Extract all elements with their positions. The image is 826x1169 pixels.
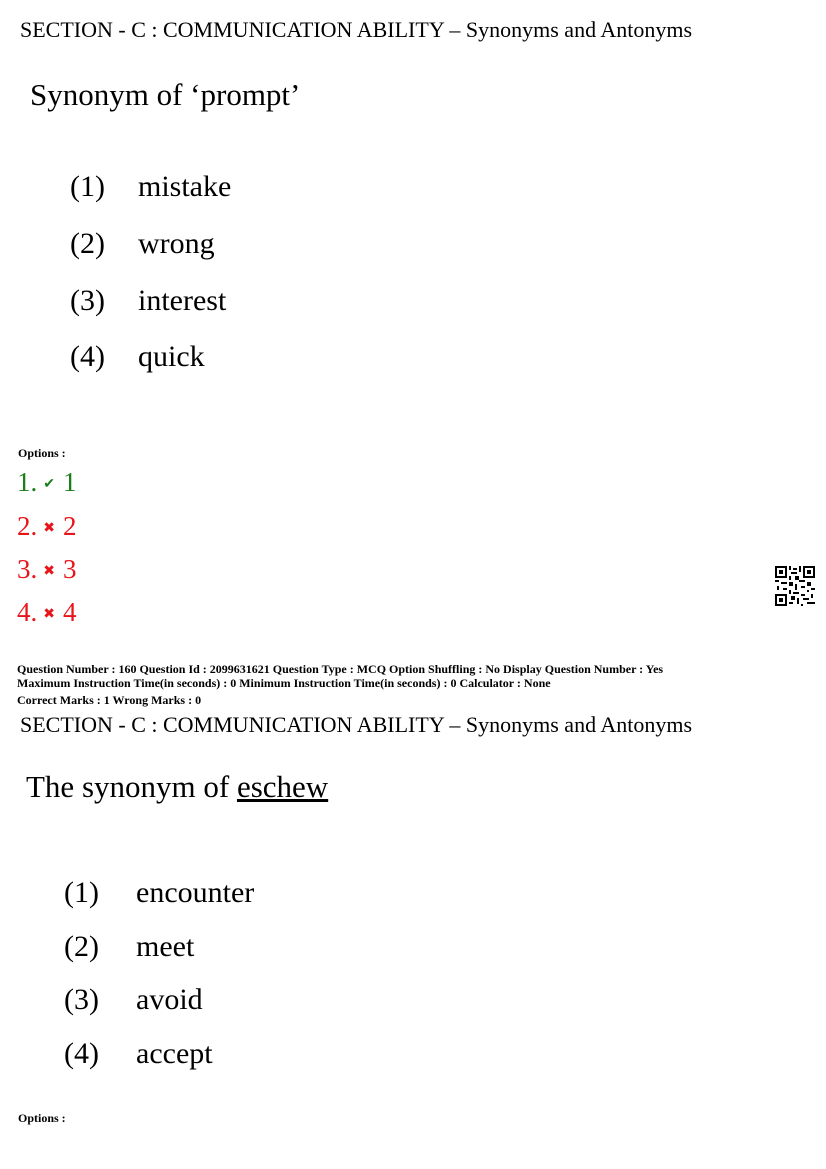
choice-item bbox=[70, 340, 370, 380]
answer-value: 2 bbox=[62, 511, 77, 541]
answer-index: 4. bbox=[17, 597, 38, 627]
meta-line: Question Number : 160 Question Id : 2099631621 Question Type : MCQ Option Shuffling : No Display Question Number : Yes bbox=[17, 662, 664, 676]
meta-line: Correct Marks : 1 Wrong Marks : 0 bbox=[17, 693, 202, 707]
answer-index: 3. bbox=[17, 554, 38, 584]
choice-number: (4) bbox=[64, 1037, 99, 1070]
meta-line: Maximum Instruction Time(in seconds) : 0 Minimum Instruction Time(in seconds) : 0 Calculator : None bbox=[17, 676, 551, 690]
answer-option-wrong bbox=[17, 554, 76, 585]
answer-index: 2. bbox=[17, 511, 38, 541]
choice-number: (2) bbox=[64, 930, 99, 963]
choice-text: encounter bbox=[136, 876, 255, 909]
choice-number: (3) bbox=[64, 983, 99, 1016]
question-text bbox=[26, 769, 328, 805]
choice-item bbox=[64, 1037, 364, 1077]
choice-item bbox=[70, 227, 370, 267]
choice-number: (3) bbox=[70, 284, 105, 317]
choice-text: avoid bbox=[136, 983, 203, 1016]
choice-number: (4) bbox=[70, 340, 105, 373]
check-icon: ✔ bbox=[43, 477, 55, 492]
choice-number: (2) bbox=[70, 227, 105, 260]
answer-option-wrong bbox=[17, 511, 76, 542]
question-keyword: eschew bbox=[236, 769, 329, 804]
cross-icon: ✖ bbox=[43, 564, 55, 579]
choice-text: wrong bbox=[138, 227, 215, 260]
choice-text: meet bbox=[136, 930, 195, 963]
cross-icon: ✖ bbox=[43, 607, 55, 622]
question-prefix: The synonym of bbox=[26, 769, 237, 804]
choice-item bbox=[64, 876, 364, 916]
options-label: Options : bbox=[18, 446, 66, 460]
answer-value: 4 bbox=[62, 597, 77, 627]
question-text: Synonym of ‘prompt’ bbox=[30, 77, 301, 112]
choice-item bbox=[70, 170, 370, 210]
answer-option-wrong bbox=[17, 597, 76, 628]
question-meta bbox=[17, 662, 663, 708]
choice-item bbox=[70, 284, 370, 324]
qr-code-icon bbox=[775, 566, 815, 606]
section-header: SECTION - C : COMMUNICATION ABILITY – Synonyms and Antonyms bbox=[20, 712, 693, 737]
choice-number: (1) bbox=[64, 876, 99, 909]
answer-index: 1. bbox=[17, 467, 38, 497]
options-label: Options : bbox=[18, 1111, 66, 1125]
choice-text: interest bbox=[138, 284, 227, 317]
choice-item bbox=[64, 930, 364, 970]
choice-text: accept bbox=[136, 1037, 213, 1070]
choice-text: quick bbox=[138, 340, 205, 373]
cross-icon: ✖ bbox=[43, 521, 55, 536]
choice-number: (1) bbox=[70, 170, 105, 203]
answer-value: 3 bbox=[62, 554, 77, 584]
answer-value: 1 bbox=[62, 467, 77, 497]
choice-item bbox=[64, 983, 364, 1023]
choice-text: mistake bbox=[138, 170, 232, 203]
answer-option-correct bbox=[17, 467, 76, 498]
section-header: SECTION - C : COMMUNICATION ABILITY – Synonyms and Antonyms bbox=[20, 17, 693, 42]
